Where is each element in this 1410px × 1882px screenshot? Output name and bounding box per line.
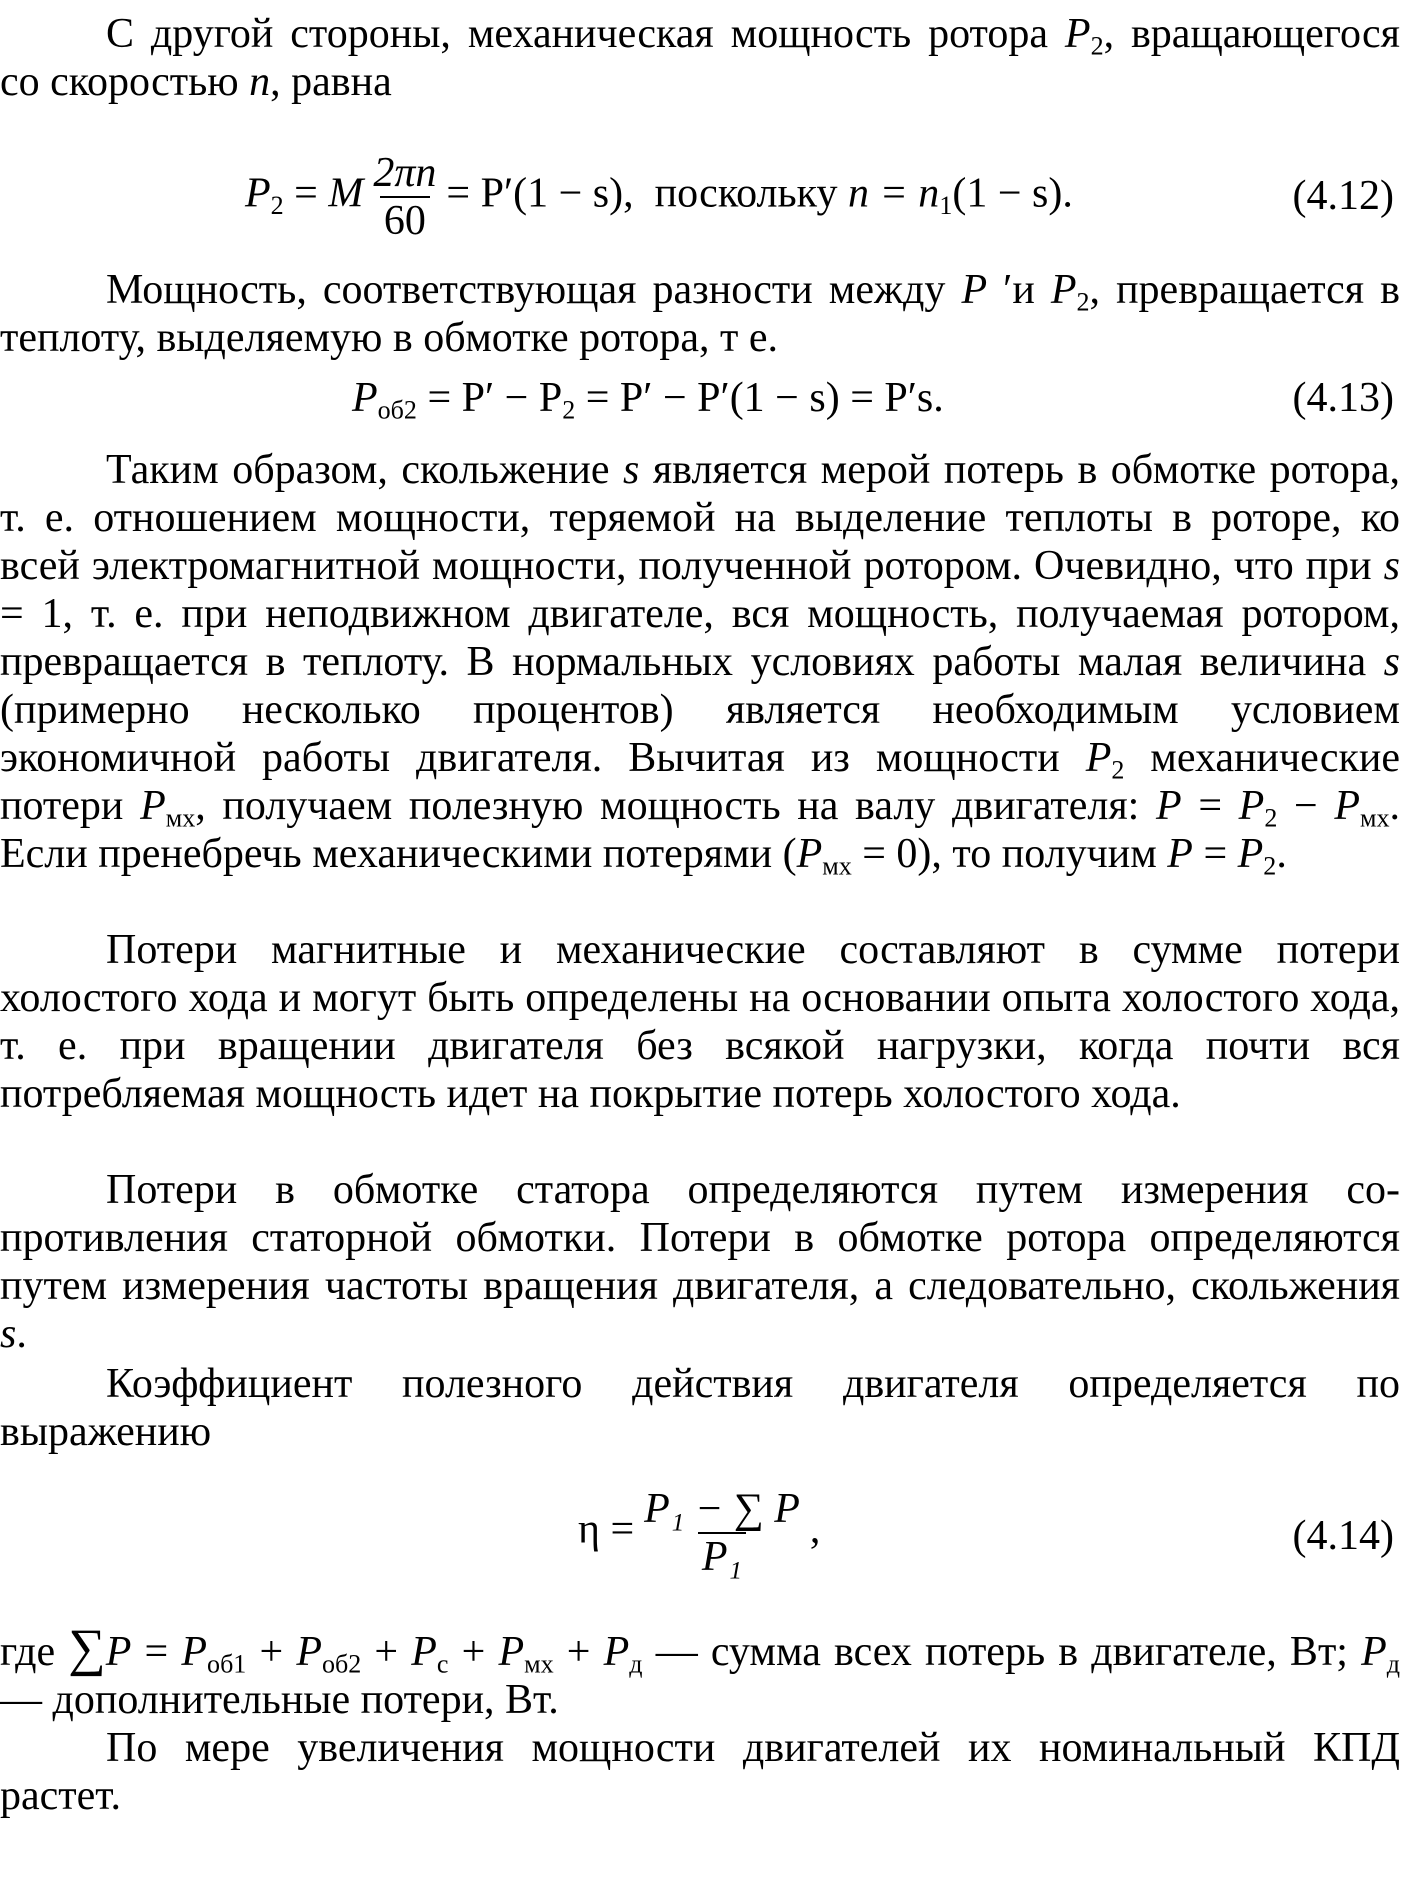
paragraph-1: С другой стороны, механическая мощность ротора $P_2$, вращающегося со скоростью n, равна xyxy=(0,11,1400,105)
fraction-2pin-60: $\frac{2\pi n}{60}$ xyxy=(373,150,437,244)
equation-4-13-expression: $P_{об2} = P' - P_2 = P' - P'(1 - s) = P's$. xyxy=(352,375,944,425)
equation-4-14 xyxy=(0,1486,1400,1606)
equation-4-12 xyxy=(0,150,1400,244)
paragraph-4: Потери магнитные и механические составляют в сумме потери холостого хода и могут быть определены на основании опыта холостого хода, т. е. при вращении двигателя без всякой нагрузки, когда почти вся потребляемая мощность идет на покрытие потерь холостого хода. xyxy=(0,927,1400,1117)
equation-4-13 xyxy=(0,374,1400,424)
fraction-efficiency: $\frac{\text{P₁ − ∑ P}}{\text{P₁}}$ xyxy=(644,1486,800,1580)
equation-number: (4.13) xyxy=(1292,375,1394,421)
paragraph-7: где $\sum P = P_{об1} + P_{об2} + P_с + P_{мх} + P_д$ — сумма всех потерь в двигателе, Вт; $P_д$ — дополнительные потери, Вт. xyxy=(0,1619,1401,1723)
equation-number: (4.14) xyxy=(1292,1513,1394,1559)
equation-4-12-expression: $P_2 = M$ $\frac{2\pi n}{60}$ = P′(1 − s), поскольку $n = n_1(1 - s)$. xyxy=(245,150,1073,244)
paragraph-5: Потери в обмотке статора определяются путем измерения сопротивления статорной обмотки. Потери в обмотке ротора определяются путем измерения частоты вращения двигателя, а следовательно, скольжения s. xyxy=(0,1167,1400,1357)
paragraph-3: Таким образом, скольжение s является мерой потерь в обмотке ротора, т. е. отношением мощности, теряемой на выделение теплоты в роторе, ко всей электромагнитной мощности, полученной ротором. Очевидно, что при s = 1, т. е. при неподвижном двигателе, вся мощность, получаемая ротором, превращается в теплоту. В нормальных условиях работы малая величина s (примерно несколько процентов) является необходимым условием экономичной работы двигателя. Вычитая из мощности $P_2$ механические потери $P_{мх}$, получаем полезную мощность на валу двигателя: $P = P_2 - P_{мх}$. Если пренебречь механическими потерями $(P_{мх} = 0)$, то получим $P = P_2$. xyxy=(0,447,1400,881)
paragraph-2: Мощность, соответствующая разности между P ′и $P_2$, превращается в теплоту, выделяемую в обмотке ротора, т е. xyxy=(0,267,1400,361)
paragraph-8: По мере увеличения мощности двигателей их номинальный КПД растет. xyxy=(0,1725,1400,1819)
equation-number: (4.12) xyxy=(1292,173,1394,219)
paragraph-6: Коэффициент полезного действия двигателя определяется по выражению xyxy=(0,1361,1400,1455)
equation-4-14-expression: η = $\frac{\text{P₁ − ∑ P}}{\text{P₁}}$ , xyxy=(578,1486,821,1580)
